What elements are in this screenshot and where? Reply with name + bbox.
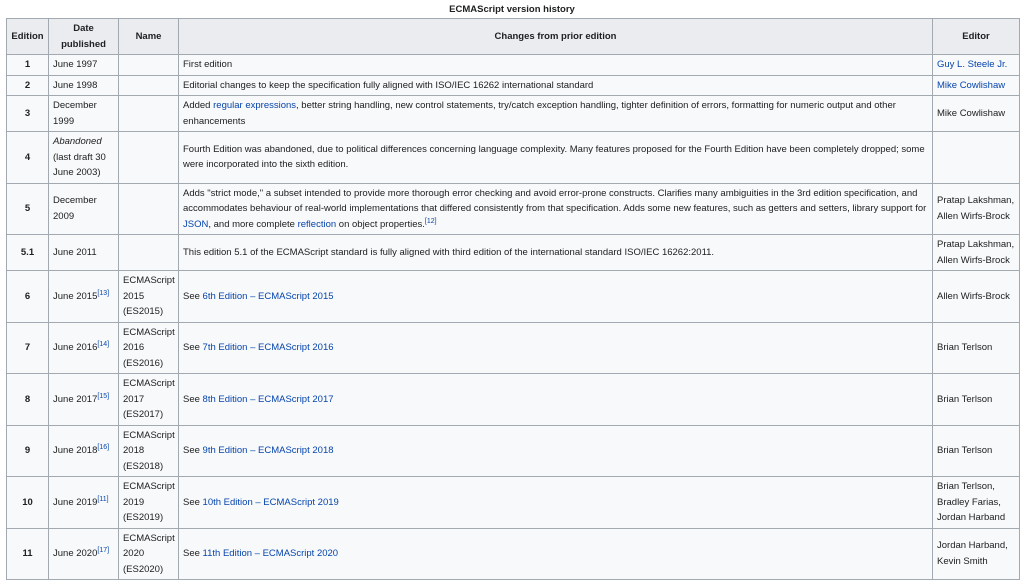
version-history-table <box>6 18 1020 580</box>
cell-text: June 1998 <box>53 79 98 91</box>
cell-text: Adds "strict mode," a subset intended to provide more thorough error checking and avoid error-prone constructs. Clarifies many ambiguities in the 3rd edition specification, and accommodates behaviour of real-world implementations that differed consistently from that specification. Adds some new features, such as getters and setters, library support for <box>183 187 927 214</box>
date-cell <box>49 425 119 477</box>
date-cell <box>49 528 119 580</box>
name-cell <box>119 75 179 96</box>
changes-cell <box>179 235 933 271</box>
cell-text: June 2019 <box>53 496 98 508</box>
editor-cell <box>933 235 1020 271</box>
table-row <box>7 55 1020 76</box>
cell-text: Brian Terlson <box>937 445 993 456</box>
name-cell <box>119 183 179 235</box>
wiki-link[interactable]: reflection <box>297 218 337 230</box>
table-row <box>7 425 1020 477</box>
name-cell <box>119 96 179 132</box>
citation-ref[interactable]: [15] <box>97 392 110 400</box>
cell-text: This edition 5.1 of the ECMAScript standard is fully aligned with third edition of the international standard ISO/IEC 16262:2011. <box>183 246 715 258</box>
wiki-link[interactable]: 6th Edition – ECMAScript 2015 <box>202 290 334 302</box>
name-cell <box>119 132 179 184</box>
wiki-link[interactable]: regular expressions <box>213 100 297 111</box>
name-cell <box>119 271 179 323</box>
table-row <box>7 477 1020 529</box>
cell-text: See <box>183 445 203 456</box>
wiki-link[interactable]: 9th Edition – ECMAScript 2018 <box>202 445 334 456</box>
changes-cell <box>179 55 933 76</box>
editor-cell <box>933 75 1020 96</box>
cell-text: See <box>183 548 203 559</box>
citation-ref[interactable]: [14] <box>97 340 110 348</box>
table-row <box>7 235 1020 271</box>
cell-text: ECMAScript 2019 (ES2019) <box>123 481 175 523</box>
cell-text: June 1997 <box>53 59 98 70</box>
edition-cell: 6 <box>7 271 49 323</box>
table-header-row <box>7 19 1020 55</box>
cell-text: See <box>183 290 203 302</box>
table-caption: ECMAScript version history <box>449 4 575 15</box>
wiki-link[interactable]: 10th Edition – ECMAScript 2019 <box>202 496 339 508</box>
cell-text: See <box>183 496 203 508</box>
cell-text: ECMAScript 2017 (ES2017) <box>123 378 175 420</box>
date-cell <box>49 477 119 529</box>
date-cell <box>49 132 119 184</box>
header-edition: Edition <box>7 19 49 55</box>
name-cell <box>119 374 179 426</box>
header-editor: Editor <box>933 19 1020 55</box>
table-body <box>7 55 1020 580</box>
changes-cell <box>179 477 933 529</box>
cell-text: ECMAScript 2018 (ES2018) <box>123 429 175 472</box>
cell-text: , and more complete <box>208 218 298 230</box>
editor-cell <box>933 477 1020 529</box>
changes-cell <box>179 271 933 323</box>
cell-text: Brian Terlson <box>937 342 993 353</box>
cell-text: First edition <box>183 59 233 70</box>
table-row <box>7 322 1020 374</box>
date-cell <box>49 235 119 271</box>
cell-text: December 2009 <box>53 195 97 222</box>
cell-text: (last draft 30 June 2003) <box>53 151 106 178</box>
cell-text: December 1999 <box>53 100 97 127</box>
cell-text: June 2017 <box>53 393 98 405</box>
changes-cell <box>179 528 933 580</box>
changes-cell <box>179 75 933 96</box>
edition-cell: 8 <box>7 374 49 426</box>
table-row <box>7 132 1020 184</box>
name-cell <box>119 477 179 529</box>
cell-text: June 2015 <box>53 290 98 302</box>
name-cell <box>119 55 179 76</box>
wiki-link[interactable]: JSON <box>183 218 209 230</box>
edition-cell: 3 <box>7 96 49 132</box>
citation-ref[interactable]: [16] <box>97 443 110 451</box>
editor-cell <box>933 528 1020 580</box>
edition-cell: 1 <box>7 55 49 76</box>
changes-cell <box>179 183 933 235</box>
wiki-link[interactable]: Mike Cowlishaw <box>937 79 1006 91</box>
date-cell <box>49 75 119 96</box>
table-row <box>7 96 1020 132</box>
citation-ref[interactable]: [17] <box>97 546 110 554</box>
cell-text: ECMAScript 2020 (ES2020) <box>123 532 175 575</box>
table-row <box>7 374 1020 426</box>
changes-cell <box>179 322 933 374</box>
edition-cell: 7 <box>7 322 49 374</box>
cell-text: June 2020 <box>53 548 98 559</box>
changes-cell <box>179 132 933 184</box>
wiki-link[interactable]: 11th Edition – ECMAScript 2020 <box>202 548 339 559</box>
editor-cell <box>933 132 1020 184</box>
edition-cell: 4 <box>7 132 49 184</box>
changes-cell <box>179 96 933 132</box>
cell-text: June 2018 <box>53 445 98 456</box>
cell-text: , better string handling, new control statements, try/catch exception handling, tighter definition of errors, formatting for numeric output and other enhancements <box>183 100 896 127</box>
cell-text: ECMAScript 2015 (ES2015) <box>123 275 175 317</box>
cell-text: on object properties. <box>336 218 425 230</box>
cell-text: June 2011 <box>53 246 97 258</box>
cell-text: June 2016 <box>53 342 98 353</box>
cell-text: Added <box>183 100 214 111</box>
date-cell <box>49 55 119 76</box>
edition-cell: 11 <box>7 528 49 580</box>
table-row <box>7 528 1020 580</box>
cell-text: See <box>183 393 203 405</box>
cell-text: Mike Cowlishaw <box>937 107 1006 119</box>
name-cell <box>119 235 179 271</box>
table-row <box>7 75 1020 96</box>
cell-text: Brian Terlson <box>937 393 993 405</box>
date-cell <box>49 271 119 323</box>
editor-cell <box>933 96 1020 132</box>
date-cell <box>49 322 119 374</box>
edition-cell: 5.1 <box>7 235 49 271</box>
edition-cell: 9 <box>7 425 49 477</box>
cell-text: Editorial changes to keep the specification fully aligned with ISO/IEC 16262 international standard <box>183 79 594 91</box>
editor-cell <box>933 55 1020 76</box>
cell-text: Allen Wirfs-Brock <box>937 290 1010 302</box>
edition-cell: 5 <box>7 183 49 235</box>
table-row <box>7 271 1020 323</box>
name-cell <box>119 528 179 580</box>
changes-cell <box>179 374 933 426</box>
cell-text: Fourth Edition was abandoned, due to political differences concerning language complexity. Many features proposed for the Fourth Edition have been completely dropped; some were incorporated into the sixth edition. <box>183 143 925 171</box>
editor-cell <box>933 374 1020 426</box>
cell-text: See <box>183 342 203 353</box>
wiki-link[interactable]: 7th Edition – ECMAScript 2016 <box>202 342 334 353</box>
header-changes: Changes from prior edition <box>179 19 933 55</box>
editor-cell <box>933 322 1020 374</box>
date-cell <box>49 374 119 426</box>
table-row <box>7 183 1020 235</box>
cell-text: ECMAScript 2016 (ES2016) <box>123 326 175 369</box>
wiki-link[interactable]: Guy L. Steele Jr. <box>937 59 1008 70</box>
name-cell <box>119 425 179 477</box>
editor-cell <box>933 271 1020 323</box>
date-cell <box>49 183 119 235</box>
editor-cell <box>933 425 1020 477</box>
header-name: Name <box>119 19 179 55</box>
changes-cell <box>179 425 933 477</box>
edition-cell: 10 <box>7 477 49 529</box>
citation-ref[interactable]: [12] <box>424 217 437 225</box>
header-date-published: Date published <box>49 19 119 55</box>
italic-text: Abandoned <box>53 136 102 147</box>
cell-text: Jordan Harband, Kevin Smith <box>937 540 1008 567</box>
wiki-link[interactable]: 8th Edition – ECMAScript 2017 <box>202 393 334 405</box>
cell-text: Brian Terlson, Bradley Farias, Jordan Harband <box>937 481 1006 523</box>
name-cell <box>119 322 179 374</box>
editor-cell <box>933 183 1020 235</box>
date-cell <box>49 96 119 132</box>
edition-cell: 2 <box>7 75 49 96</box>
cell-text: Pratap Lakshman, Allen Wirfs-Brock <box>937 239 1015 266</box>
cell-text: Pratap Lakshman, Allen Wirfs-Brock <box>937 195 1015 222</box>
citation-ref[interactable]: [11] <box>97 495 109 503</box>
citation-ref[interactable]: [13] <box>97 289 110 297</box>
